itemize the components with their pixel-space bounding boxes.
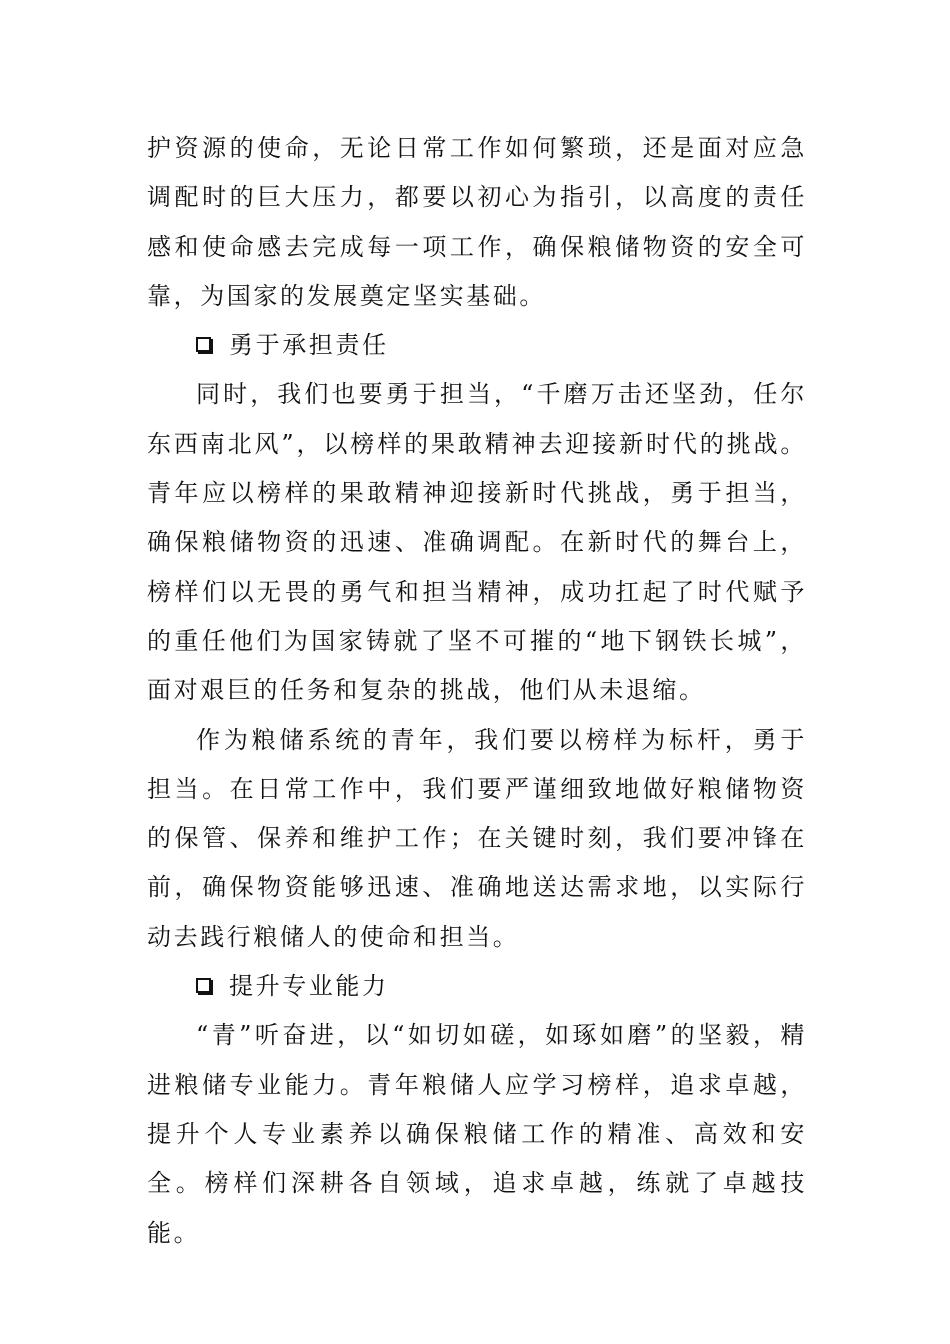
paragraph-mission: 护资源的使命，无论日常工作如何繁琐，还是面对应急调配时的巨大压力，都要以初心为指引，以高度的责任感和使命感去完成每一项工作，确保粮储物资的安全可靠，为国家的发展奠定坚实基础。 xyxy=(147,134,807,310)
section-heading-responsibility xyxy=(147,321,807,370)
paragraph-role-model: 作为粮储系统的青年，我们要以榜样为标杆，勇于担当。在日常工作中，我们要严谨细致地做好粮储物资的保管、保养和维护工作；在关键时刻，我们要冲锋在前，确保物资能够迅速、准确地送达需求地，以实际行动去践行粮储人的使命和担当。 xyxy=(147,725,807,951)
checkbox-bullet-icon xyxy=(196,337,211,352)
document-body xyxy=(147,124,807,1258)
checkbox-bullet-icon xyxy=(196,978,211,993)
section-heading-professional-ability xyxy=(147,962,807,1011)
section-heading-label: 提升专业能力 xyxy=(229,972,389,1001)
paragraph-skills: “青”听奋进，以“如切如磋，如琢如磨”的坚毅，精进粮储专业能力。青年粮储人应学习榜样，追求卓越，提升个人专业素养以确保粮储工作的精准、高效和安全。榜样们深耕各自领域，追求卓越，练就了卓越技能。 xyxy=(147,1021,807,1247)
paragraph-courage: 同时，我们也要勇于担当，“千磨万击还坚劲，任尔东西南北风”，以榜样的果敢精神去迎接新时代的挑战。青年应以榜样的果敢精神迎接新时代挑战，勇于担当，确保粮储物资的迅速、准确调配。在新时代的舞台上，榜样们以无畏的勇气和担当精神，成功扛起了时代赋予的重任他们为国家铸就了坚不可摧的“地下钢铁长城”，面对艰巨的任务和复杂的挑战，他们从未退缩。 xyxy=(147,380,807,705)
section-heading-label: 勇于承担责任 xyxy=(229,331,389,360)
